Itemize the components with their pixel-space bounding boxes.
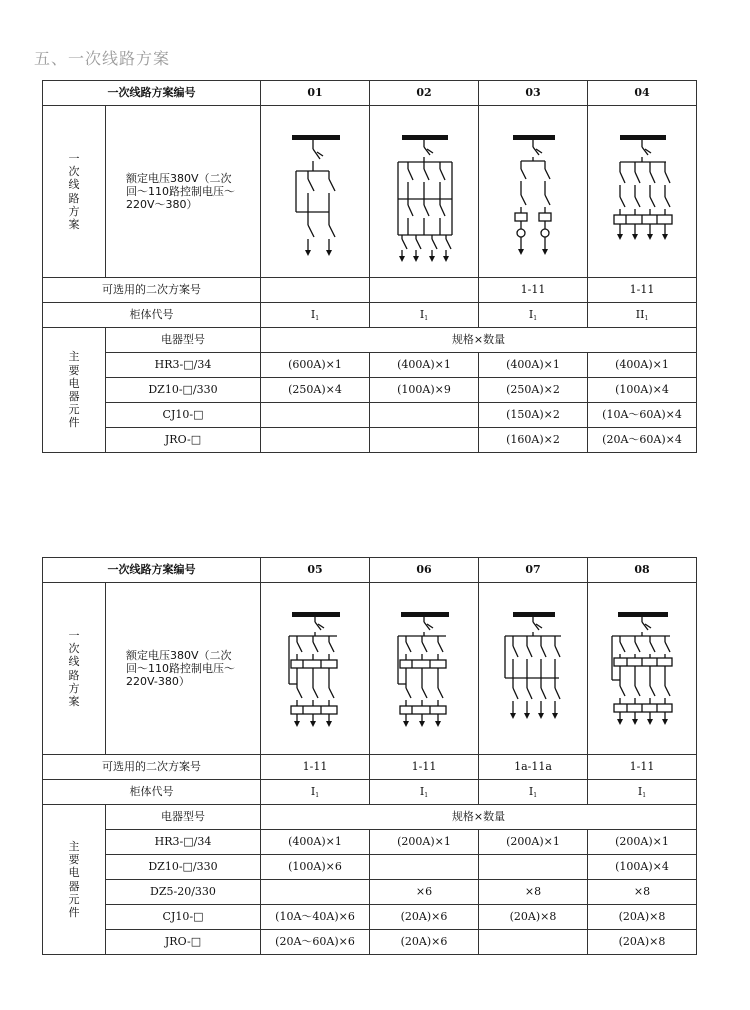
voltage-description: 额定电压380V（二次 回～110路控制电压～ 220V-380） [106,583,261,755]
column-header-02: 02 [370,81,479,106]
main-components-vertical-label: 主 要 电 器 元 件 [43,805,106,955]
scheme-table-2 [42,557,697,955]
component-value: (200A)×1 [370,830,479,855]
component-value [370,403,479,428]
component-value: (400A)×1 [479,353,588,378]
component-value: (150A)×2 [479,403,588,428]
component-value: (20A)×8 [479,905,588,930]
section-title: 五、一次线路方案 [34,49,171,68]
model-label: 电器型号 [106,328,261,353]
component-value: (20A～60A)×6 [261,930,370,955]
circuit-diagram-04 [592,117,692,267]
component-value: ×8 [479,880,588,905]
secondary-value: 1-11 [261,755,370,780]
component-value: (20A)×6 [370,930,479,955]
component-value: (400A)×1 [588,353,697,378]
component-value: (20A)×8 [588,930,697,955]
cabinet-code: $I_1$ [370,780,479,805]
diagram-08 [588,583,697,755]
secondary-scheme-label: 可选用的二次方案号 [43,278,261,303]
component-value: (20A～60A)×4 [588,428,697,453]
component-name: CJ10-□ [106,403,261,428]
spec-quantity-label: 规格×数量 [261,805,697,830]
component-value: (100A)×4 [588,855,697,880]
column-header-03: 03 [479,81,588,106]
cabinet-code: $I_1$ [370,303,479,328]
component-value: (160A)×2 [479,428,588,453]
column-header-05: 05 [261,558,370,583]
component-value: (100A)×6 [261,855,370,880]
cabinet-code: $II_1$ [588,303,697,328]
secondary-value: 1-11 [588,755,697,780]
component-value [479,855,588,880]
component-value: (100A)×9 [370,378,479,403]
component-value [261,403,370,428]
component-name: JRO-□ [106,428,261,453]
component-value: (10A～60A)×4 [588,403,697,428]
component-name: CJ10-□ [106,905,261,930]
component-value: ×6 [370,880,479,905]
circuit-diagram-08 [592,594,692,744]
component-value [370,428,479,453]
component-value: (200A)×1 [588,830,697,855]
diagram-03 [479,106,588,278]
circuit-diagram-01 [265,117,365,267]
diagram-07 [479,583,588,755]
cabinet-code-label: 柜体代号 [43,303,261,328]
scheme-number-label: 一次线路方案编号 [43,81,261,106]
circuit-diagram-02 [374,117,474,267]
component-value [479,930,588,955]
cabinet-code-label: 柜体代号 [43,780,261,805]
diagram-01 [261,106,370,278]
cabinet-code: $I_1$ [479,303,588,328]
component-value: (20A)×6 [370,905,479,930]
cabinet-code: $I_1$ [261,303,370,328]
component-value: (250A)×4 [261,378,370,403]
component-value: ×8 [588,880,697,905]
column-header-07: 07 [479,558,588,583]
component-value: (400A)×1 [261,830,370,855]
cabinet-code: $I_1$ [588,780,697,805]
secondary-value: 1a-11a [479,755,588,780]
secondary-value [370,278,479,303]
diagram-02 [370,106,479,278]
component-name: DZ10-□/330 [106,855,261,880]
diagram-04 [588,106,697,278]
component-value: (600A)×1 [261,353,370,378]
column-header-04: 04 [588,81,697,106]
spec-quantity-label: 规格×数量 [261,328,697,353]
component-value: (10A～40A)×6 [261,905,370,930]
cabinet-code: $I_1$ [479,780,588,805]
component-value: (200A)×1 [479,830,588,855]
component-value [261,428,370,453]
component-name: JRO-□ [106,930,261,955]
diagram-06 [370,583,479,755]
model-label: 电器型号 [106,805,261,830]
secondary-value: 1-11 [370,755,479,780]
component-value: (100A)×4 [588,378,697,403]
column-header-08: 08 [588,558,697,583]
voltage-description: 额定电压380V（二次 回～110路控制电压～ 220V～380） [106,106,261,278]
component-name: DZ5-20/330 [106,880,261,905]
main-components-vertical-label: 主 要 电 器 元 件 [43,328,106,453]
component-name: HR3-□/34 [106,830,261,855]
scheme-table-1 [42,80,697,453]
scheme-vertical-label: 一 次 线 路 方 案 [43,583,106,755]
secondary-value: 1-11 [479,278,588,303]
circuit-diagram-05 [265,594,365,744]
secondary-value: 1-11 [588,278,697,303]
component-value [370,855,479,880]
component-value: (20A)×8 [588,905,697,930]
scheme-vertical-label: 一 次 线 路 方 案 [43,106,106,278]
component-name: HR3-□/34 [106,353,261,378]
secondary-value [261,278,370,303]
circuit-diagram-07 [483,594,583,744]
component-value: (400A)×1 [370,353,479,378]
component-name: DZ10-□/330 [106,378,261,403]
cabinet-code: $I_1$ [261,780,370,805]
secondary-scheme-label: 可选用的二次方案号 [43,755,261,780]
circuit-diagram-03 [483,117,583,267]
column-header-01: 01 [261,81,370,106]
component-value [261,880,370,905]
scheme-number-label: 一次线路方案编号 [43,558,261,583]
diagram-05 [261,583,370,755]
component-value: (250A)×2 [479,378,588,403]
circuit-diagram-06 [374,594,474,744]
column-header-06: 06 [370,558,479,583]
